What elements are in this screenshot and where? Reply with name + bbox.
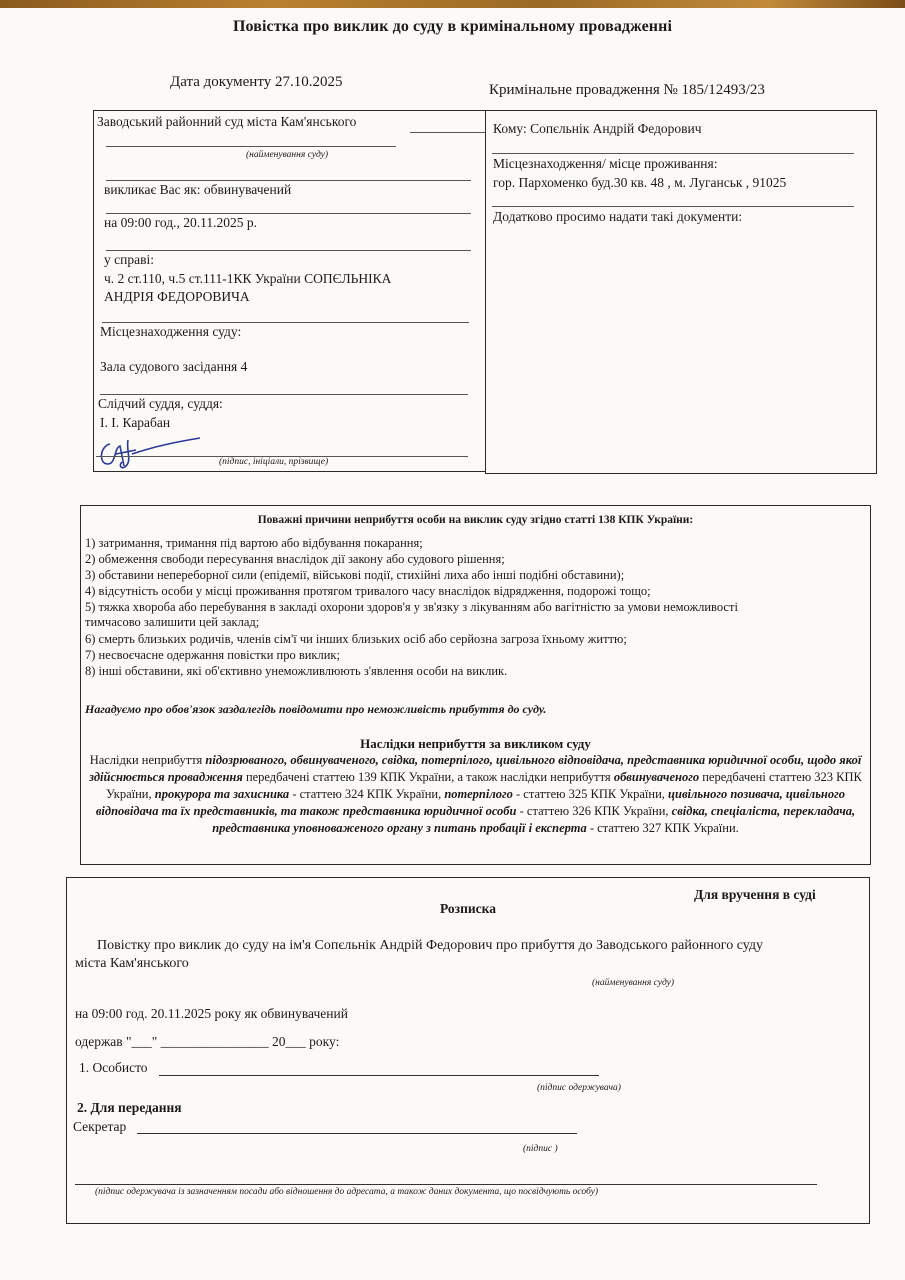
consequences-emphasis: цивільного позивача, цивільного відповідача та їх представників, та також представника юридичної особи bbox=[95, 787, 845, 818]
for-court-label: Для вручення в суді bbox=[694, 887, 816, 902]
divider bbox=[492, 153, 854, 154]
consequences-fragment: Наслідки неприбуття bbox=[89, 753, 206, 767]
consequences-emphasis: обвинуваченого bbox=[613, 770, 700, 784]
case-defendant: АНДРІЯ ФЕДОРОВИЧА bbox=[104, 289, 250, 304]
consequences-fragment: - статтею 326 КПК України, bbox=[516, 804, 672, 818]
consequences-fragment: - статтею 324 КПК України, bbox=[289, 787, 445, 801]
reason-item: 8) інші обставини, які об'єктивно унеможливлюють з'явлення особи на виклик. bbox=[85, 664, 508, 678]
received-date-field[interactable]: одержав "___" ________________ 20___ року: bbox=[75, 1034, 340, 1049]
reason-item: 2) обмеження свободи пересування внаслідок дії закону або судового рішення; bbox=[85, 552, 505, 566]
divider bbox=[102, 322, 469, 323]
court-name: Заводський районний суд міста Кам'янського bbox=[97, 114, 357, 129]
reason-item: 5) тяжка хвороба або перебування в закладі охорони здоров'я у зв'язку з лікуванням або вагітністю за умови неможливості bbox=[85, 600, 738, 614]
consequences-fragment: - статтею 327 КПК України. bbox=[586, 821, 739, 835]
judge-name: І. І. Карабан bbox=[100, 415, 171, 430]
consequences-fragment: передбачені статтею 323 КПК України, bbox=[106, 770, 862, 801]
court-location-label: Місцезнаходження суду: bbox=[100, 324, 242, 339]
divider bbox=[106, 250, 471, 251]
recipient-name: Кому: Сопєльнік Андрій Федорович bbox=[493, 121, 702, 136]
receipt-text: Повістку про виклик до суду на ім'я Сопєльнік Андрій Федорович про прибуття до Заводського районного суду bbox=[97, 938, 763, 953]
reason-item: 7) несвоєчасне одержання повістки про виклик; bbox=[85, 648, 340, 662]
reason-item: 4) відсутність особи у місці проживання протягом тривалого часу внаслідок відрядження, подорожі тощо; bbox=[85, 584, 651, 598]
address-value: гор. Пархоменко буд.30 кв. 48 , м. Луганськ , 91025 bbox=[493, 175, 787, 190]
case-number: Кримінальне провадження № 185/12493/23 bbox=[489, 82, 765, 98]
document-title: Повістка про виклик до суду в кримінальному провадженні bbox=[232, 18, 672, 35]
divider bbox=[106, 180, 471, 181]
case-label: у справі: bbox=[104, 252, 154, 267]
reminder-text: Нагадуємо про обов'язок заздалегідь повідомити про неможливість прибуття до суду. bbox=[85, 702, 547, 716]
address-label: Місцезнаходження/ місце проживання: bbox=[493, 156, 718, 171]
document-date: Дата документу 27.10.2025 bbox=[170, 74, 343, 90]
receipt-panel bbox=[66, 877, 870, 1224]
secretary-label: Секретар bbox=[73, 1119, 127, 1134]
court-location-value: Зала судового засідання 4 bbox=[100, 359, 248, 374]
divider bbox=[100, 394, 468, 395]
summons-role: викликає Вас як: обвинувачений bbox=[104, 182, 292, 197]
secretary-signature-field[interactable] bbox=[137, 1133, 577, 1134]
judge-signature bbox=[96, 436, 206, 470]
reason-item: 1) затримання, тримання під вартою або відбування покарання; bbox=[85, 536, 423, 550]
divider bbox=[492, 206, 854, 207]
reasons-heading: Поважні причини неприбуття особи на виклик суду згідно статті 138 КПК України: bbox=[257, 514, 694, 526]
transfer-label: 2. Для передання bbox=[77, 1100, 182, 1115]
divider bbox=[106, 146, 396, 147]
signature-caption: (підпис, ініціали, прізвище) bbox=[219, 457, 329, 467]
judge-label: Слідчий суддя, суддя: bbox=[98, 396, 223, 411]
reason-item: 6) смерть близьких родичів, членів сім'ї чи інших близьких осіб або серйозна загроза їхньому життю; bbox=[85, 632, 627, 646]
consequences-text bbox=[85, 752, 866, 837]
personally-signature-field[interactable] bbox=[159, 1075, 599, 1076]
consequences-emphasis: потерпілого bbox=[444, 787, 513, 801]
reason-item-continued: тимчасово залишити цей заклад; bbox=[85, 615, 260, 629]
secretary-signature-caption: (підпис ) bbox=[523, 1144, 558, 1154]
court-name-caption: (найменування суду) bbox=[246, 150, 329, 160]
documents-request-label: Додатково просимо надати такі документи: bbox=[493, 209, 743, 224]
footer-signature-field[interactable] bbox=[75, 1184, 817, 1185]
court-name-caption: (найменування суду) bbox=[592, 978, 675, 988]
divider bbox=[106, 213, 471, 214]
reason-item: 3) обставини непереборної сили (епідемії, військові події, стихійні лиха або інші подібні обставини); bbox=[85, 568, 625, 582]
consequences-fragment: передбачені статтею 139 КПК України, а також наслідки неприбуття bbox=[242, 770, 614, 784]
consequences-emphasis: прокурора та захисника bbox=[154, 787, 290, 801]
receipt-time: на 09:00 год. 20.11.2025 року як обвинувачений bbox=[75, 1006, 348, 1021]
divider bbox=[410, 132, 485, 133]
case-charges: ч. 2 ст.110, ч.5 ст.111-1КК України СОПЄЛЬНІКА bbox=[104, 271, 392, 286]
hearing-time: на 09:00 год., 20.11.2025 р. bbox=[104, 215, 258, 230]
absence-reasons-panel bbox=[80, 505, 871, 865]
consequences-fragment: - статтею 325 КПК України, bbox=[512, 787, 669, 801]
consequences-heading: Наслідки неприбуття за викликом суду bbox=[360, 736, 591, 751]
receipt-title: Розписка bbox=[440, 901, 496, 916]
recipient-signature-caption: (підпис одержувача) bbox=[537, 1083, 621, 1093]
footer-caption: (підпис одержувача із зазначенням посади або відношення до адресата, а також даних документа, що посвідчують особу) bbox=[95, 1187, 599, 1197]
receipt-text-continued: міста Кам'янського bbox=[75, 956, 189, 971]
consequences-emphasis: свідка, спеціаліста, перекладача, представника уповноваженого органу з питань пробації і експерта bbox=[212, 804, 856, 835]
personally-label: 1. Особисто bbox=[79, 1060, 148, 1075]
consequences-emphasis: підозрюваного, обвинуваченого, свідка, потерпілого, цивільного відповідача, представника юридичної особи, щодо якої здійснюється провадження bbox=[89, 753, 862, 784]
